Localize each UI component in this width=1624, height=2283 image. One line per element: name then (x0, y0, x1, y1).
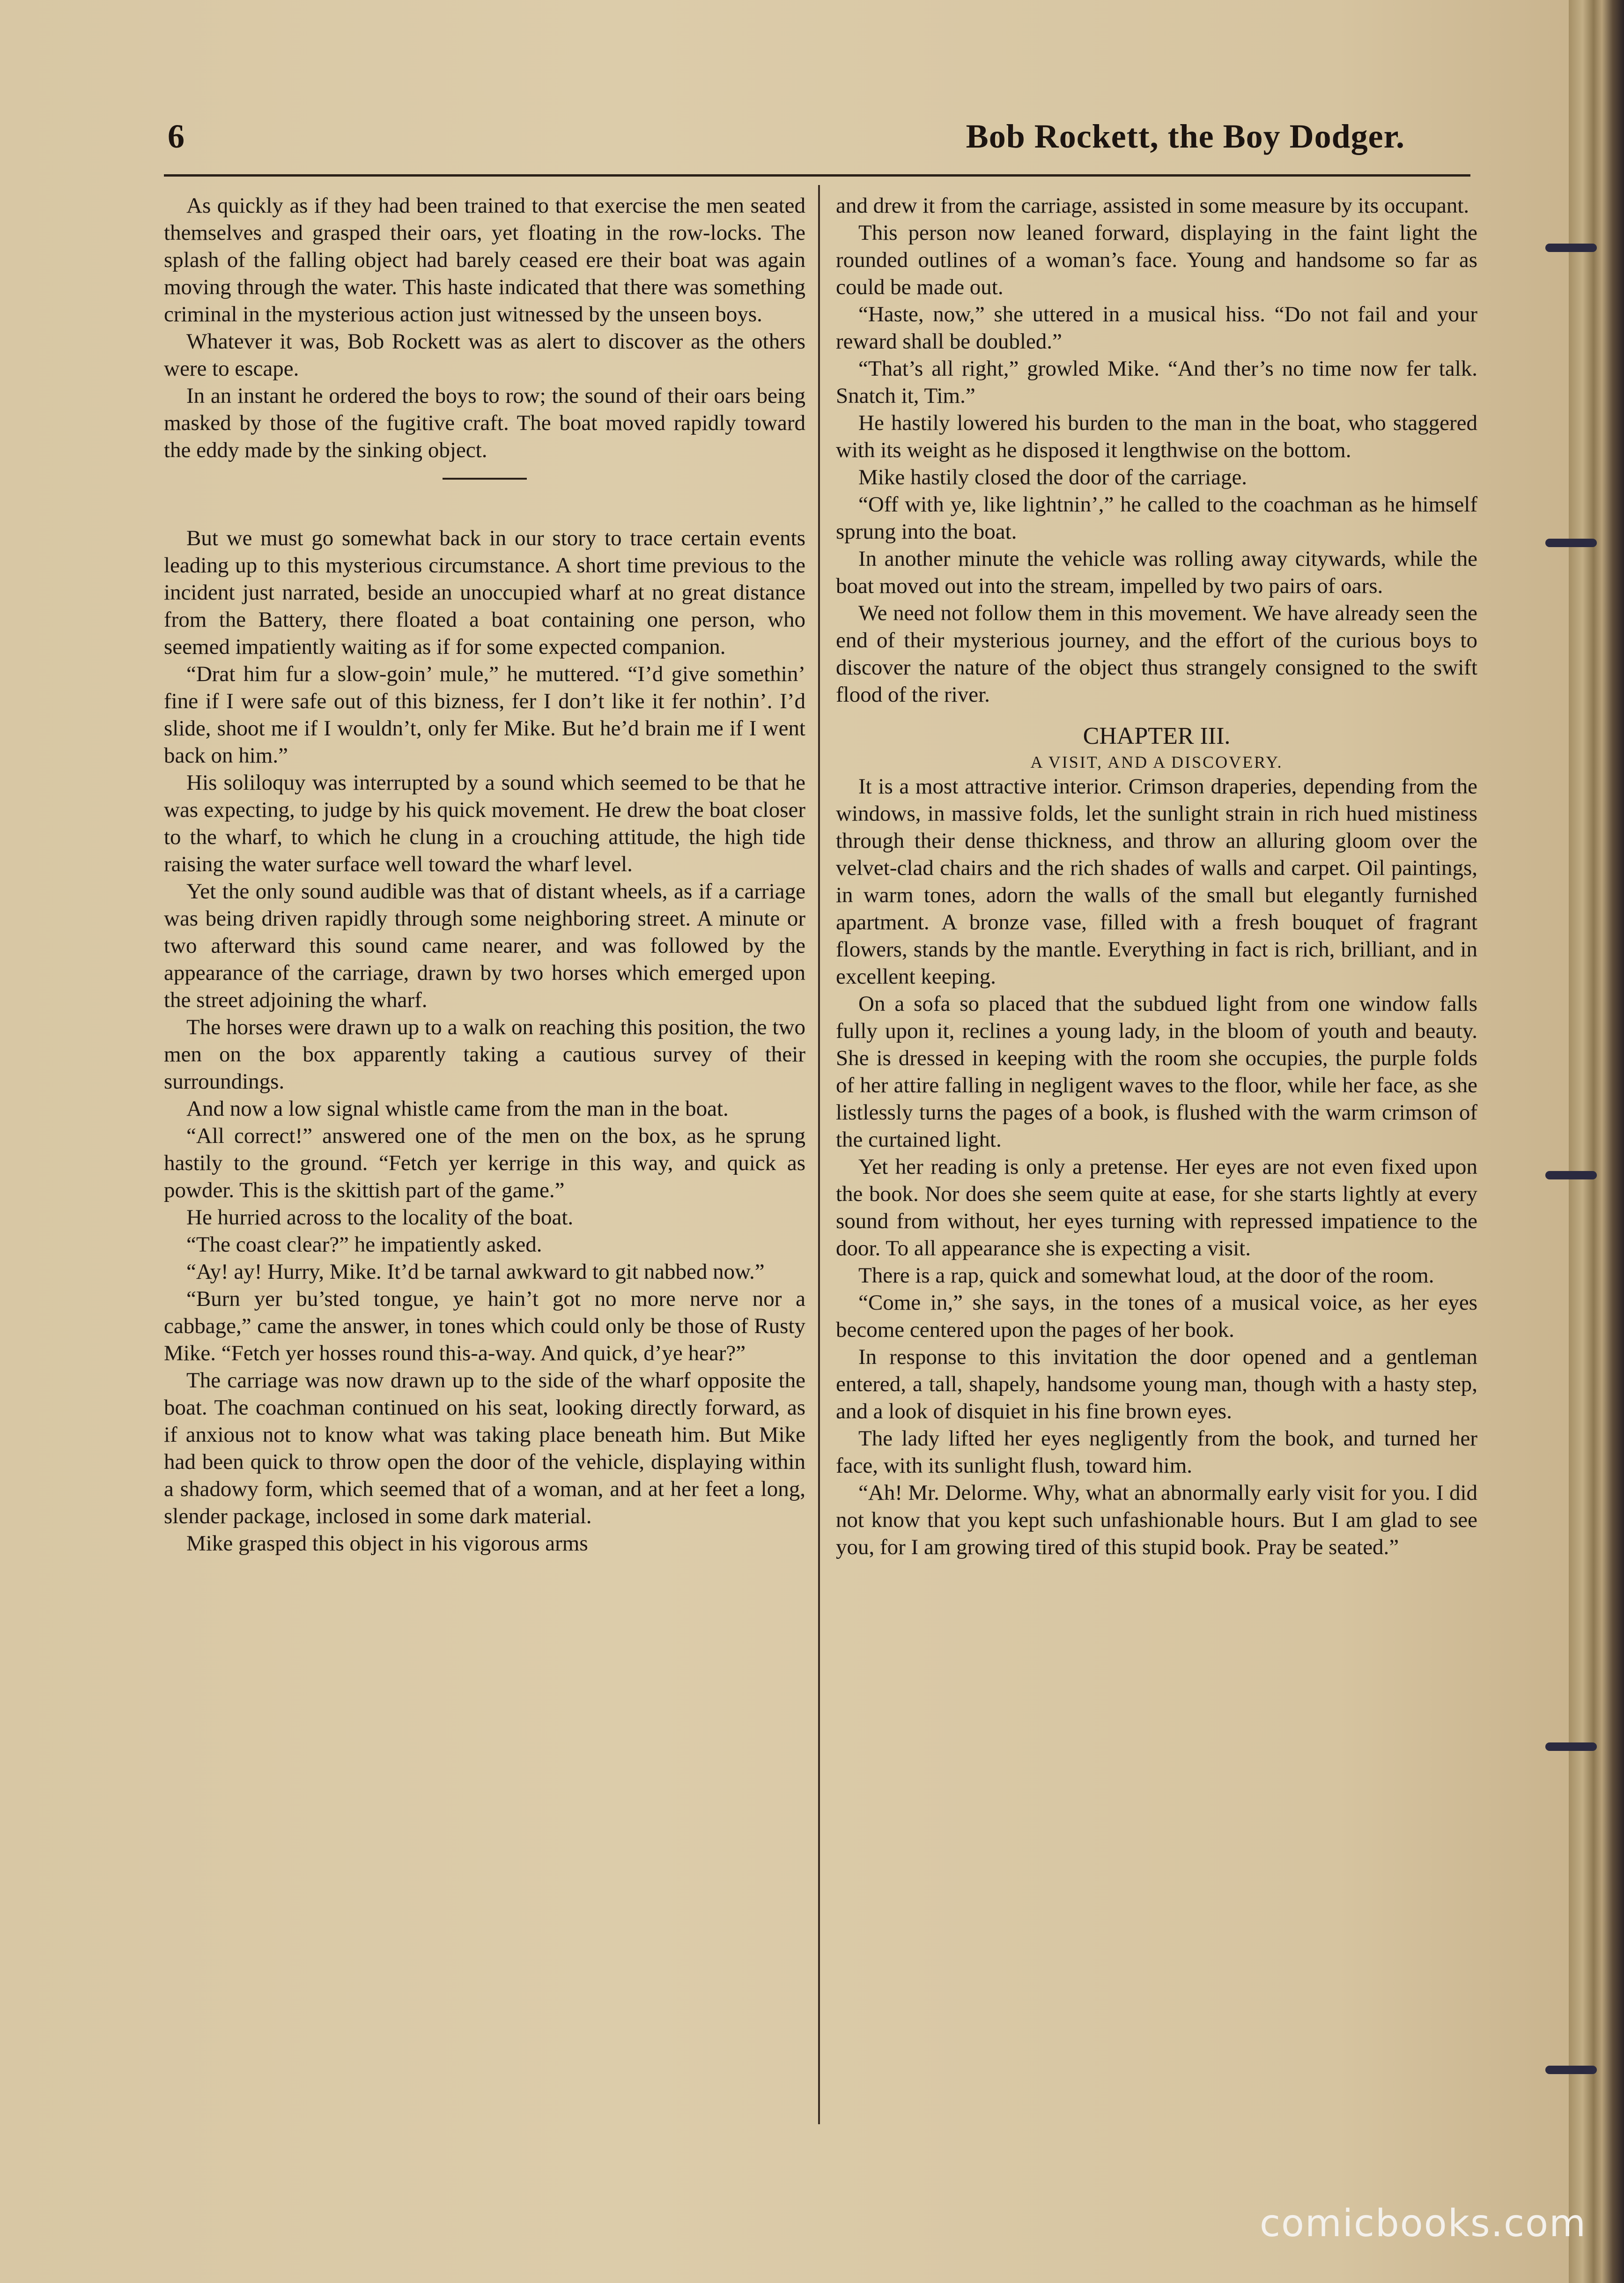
running-title: Bob Rockett, the Boy Dodger. (966, 118, 1405, 155)
page-number: 6 (168, 118, 185, 155)
paragraph: This person now leaned forward, displaying in the faint light the rounded outlines of a woman’s face. Young and handsome so far as could be made out. (836, 221, 1477, 299)
paragraph: Yet the only sound audible was that of distant wheels, as if a carriage was being driven rapidly through some neighboring street. A minute or two afterward this sound came nearer, and was followed by the appearance of the carriage, drawn by two horses which emerged upon the street adjoining the wharf. (164, 879, 805, 1012)
paragraph: And now a low signal whistle came from the man in the boat. (186, 1097, 729, 1121)
paragraph: His soliloquy was interrupted by a sound which seemed to be that he was expecting, to judge by his quick movement. He drew the boat closer to the wharf, to which he clung in a crouching attitude, the high tide raising the water surface well toward the wharf level. (164, 771, 805, 876)
paragraph: “Off with ye, like lightnin’,” he called to the coachman as he himself sprung into the boat. (836, 492, 1477, 544)
paragraph: “Drat him fur a slow-goin’ mule,” he muttered. “I’d give somethin’ fine if I were safe out of this bizness, fer I don’t like it fer nothin’. I’d slide, shoot me if I wouldn’t, only fer Mike. But he’d brain me if I went back on him.” (164, 662, 805, 768)
paragraph: He hurried across to the locality of the boat. (186, 1205, 574, 1230)
page-header (164, 117, 1405, 159)
paragraph: Yet her reading is only a pretense. Her eyes are not even fixed upon the book. Nor does she seem quite at ease, for she starts lightly at every sound from without, her eyes turning with repressed impatience to the door. To all appearance she is expecting a visit. (836, 1155, 1477, 1260)
paragraph: “Burn yer bu’sted tongue, ye hain’t got no more nerve nor a cabbage,” came the answer, in tones which could only be those of Rusty Mike. “Fetch yer hosses round this-a-way. And quick, d’ye hear?” (164, 1287, 805, 1365)
paragraph: “All correct!” answered one of the men on the box, as he sprung hastily to the ground. “Fetch yer kerrige in this way, and quick as powder. This is the skittish part of the game.” (164, 1124, 805, 1202)
paragraph: Mike grasped this object in his vigorous arms (186, 1531, 588, 1556)
paragraph: “Ay! ay! Hurry, Mike. It’d be tarnal awkward to git nabbed now.” (186, 1260, 765, 1284)
paragraph: “Come in,” she says, in the tones of a musical voice, as her eyes become centered upon the pages of her book. (836, 1290, 1477, 1342)
binding-stitch (1545, 1742, 1597, 1751)
paragraph: In response to this invitation the door opened and a gentleman entered, a tall, shapely, handsome young man, though with a hasty step, and a look of disquiet in his fine brown eyes. (836, 1345, 1477, 1423)
binding-stitch (1545, 1171, 1597, 1179)
paragraph: “That’s all right,” growled Mike. “And ther’s no time now fer talk. Snatch it, Tim.” (836, 356, 1477, 408)
paragraph: In an instant he ordered the boys to row; the sound of their oars being masked by those of the fugitive craft. The boat moved rapidly toward the eddy made by the sinking object. (164, 384, 805, 462)
paragraph: In another minute the vehicle was rolling away citywards, while the boat moved out into the stream, impelled by two pairs of oars. (836, 547, 1477, 598)
paragraph: As quickly as if they had been trained to that exercise the men seated themselves and grasped their oars, yet floating in the row-locks. The splash of the falling object had barely ceased ere their boat was again moving through the water. This haste indicated that there was something criminal in the mysterious action just witnessed by the unseen boys. (164, 193, 805, 326)
paragraph: Mike hastily closed the door of the carriage. (858, 465, 1248, 489)
section-separator (443, 478, 527, 480)
chapter-heading: CHAPTER III. (1083, 723, 1231, 749)
right-column (836, 192, 1477, 1561)
page-edge (1569, 0, 1624, 2283)
paragraph: He hastily lowered his burden to the man in the boat, who staggered with its weight as he disposed it lengthwise on the bottom. (836, 411, 1477, 462)
paragraph: “The coast clear?” he impatiently asked. (186, 1232, 542, 1257)
paragraph: The carriage was now drawn up to the side of the wharf opposite the boat. The coachman continued on his seat, looking directly forward, as if anxious not to know what was taking place beneath him. But Mike had been quick to throw open the door of the vehicle, displaying within a shadowy form, which seemed that of a woman, and at her feet a long, slender package, inclosed in some dark material. (164, 1368, 805, 1528)
paragraph: We need not follow them in this movement. We have already seen the end of their mysterious journey, and the effort of the curious boys to discover the nature of the object thus strangely consigned to the swift flood of the river. (836, 601, 1477, 707)
paragraph: It is a most attractive interior. Crimson draperies, depending from the windows, in massive folds, let the sunlight strain in rich hued mistiness through their dense thickness, and throw an alluring gloom over the velvet-clad chairs and the rich shades of walls and carpet. Oil paintings, in warm tones, adorn the walls of the small but elegantly furnished apartment. A bronze vase, filled with a fresh bouquet of fragrant flowers, stands by the mantle. Everything in fact is rich, brilliant, and in excellent keeping. (836, 774, 1477, 989)
paragraph: and drew it from the carriage, assisted in some measure by its occupant. (836, 193, 1469, 218)
binding-stitch (1545, 244, 1597, 252)
paragraph: But we must go somewhat back in our story to trace certain events leading up to this mysterious circumstance. A short time previous to the incident just narrated, beside an unoccupied wharf at no great distance from the Battery, there floated a boat containing one person, who seemed impatiently waiting as if for some expected companion. (164, 526, 805, 659)
binding-stitch (1545, 2066, 1597, 2074)
chapter-subtitle: A VISIT, AND A DISCOVERY. (1030, 753, 1283, 771)
paragraph: On a sofa so placed that the subdued light from one window falls fully upon it, reclines a young lady, in the bloom of youth and beauty. She is dressed in keeping with the room she occupies, the purple folds of her attire falling in negligent waves to the floor, while her face, as she listlessly turns the pages of a book, is flushed with the warm crimson of the curtained light. (836, 992, 1477, 1152)
paragraph: There is a rap, quick and somewhat loud, at the door of the room. (858, 1263, 1434, 1288)
paragraph: The horses were drawn up to a walk on reaching this position, the two men on the box apparently taking a cautious survey of their surroundings. (164, 1015, 805, 1094)
watermark: comicbooks.com (1259, 2201, 1587, 2245)
column-divider (818, 185, 820, 2124)
paragraph: “Ah! Mr. Delorme. Why, what an abnormally early visit for you. I did not know that you kept such unfashionable hours. But I am glad to see you, for I am growing tired of this stupid book. Pray be seated.” (836, 1481, 1477, 1559)
binding-stitch (1545, 539, 1597, 547)
paragraph: The lady lifted her eyes negligently from the book, and turned her face, with its sunlight flush, toward him. (836, 1426, 1477, 1478)
paragraph: “Haste, now,” she uttered in a musical hiss. “Do not fail and your reward shall be doubled.” (836, 302, 1477, 354)
left-column (164, 192, 805, 1557)
paragraph: Whatever it was, Bob Rockett was as alert to discover as the others were to escape. (164, 329, 805, 381)
header-rule (164, 174, 1470, 177)
